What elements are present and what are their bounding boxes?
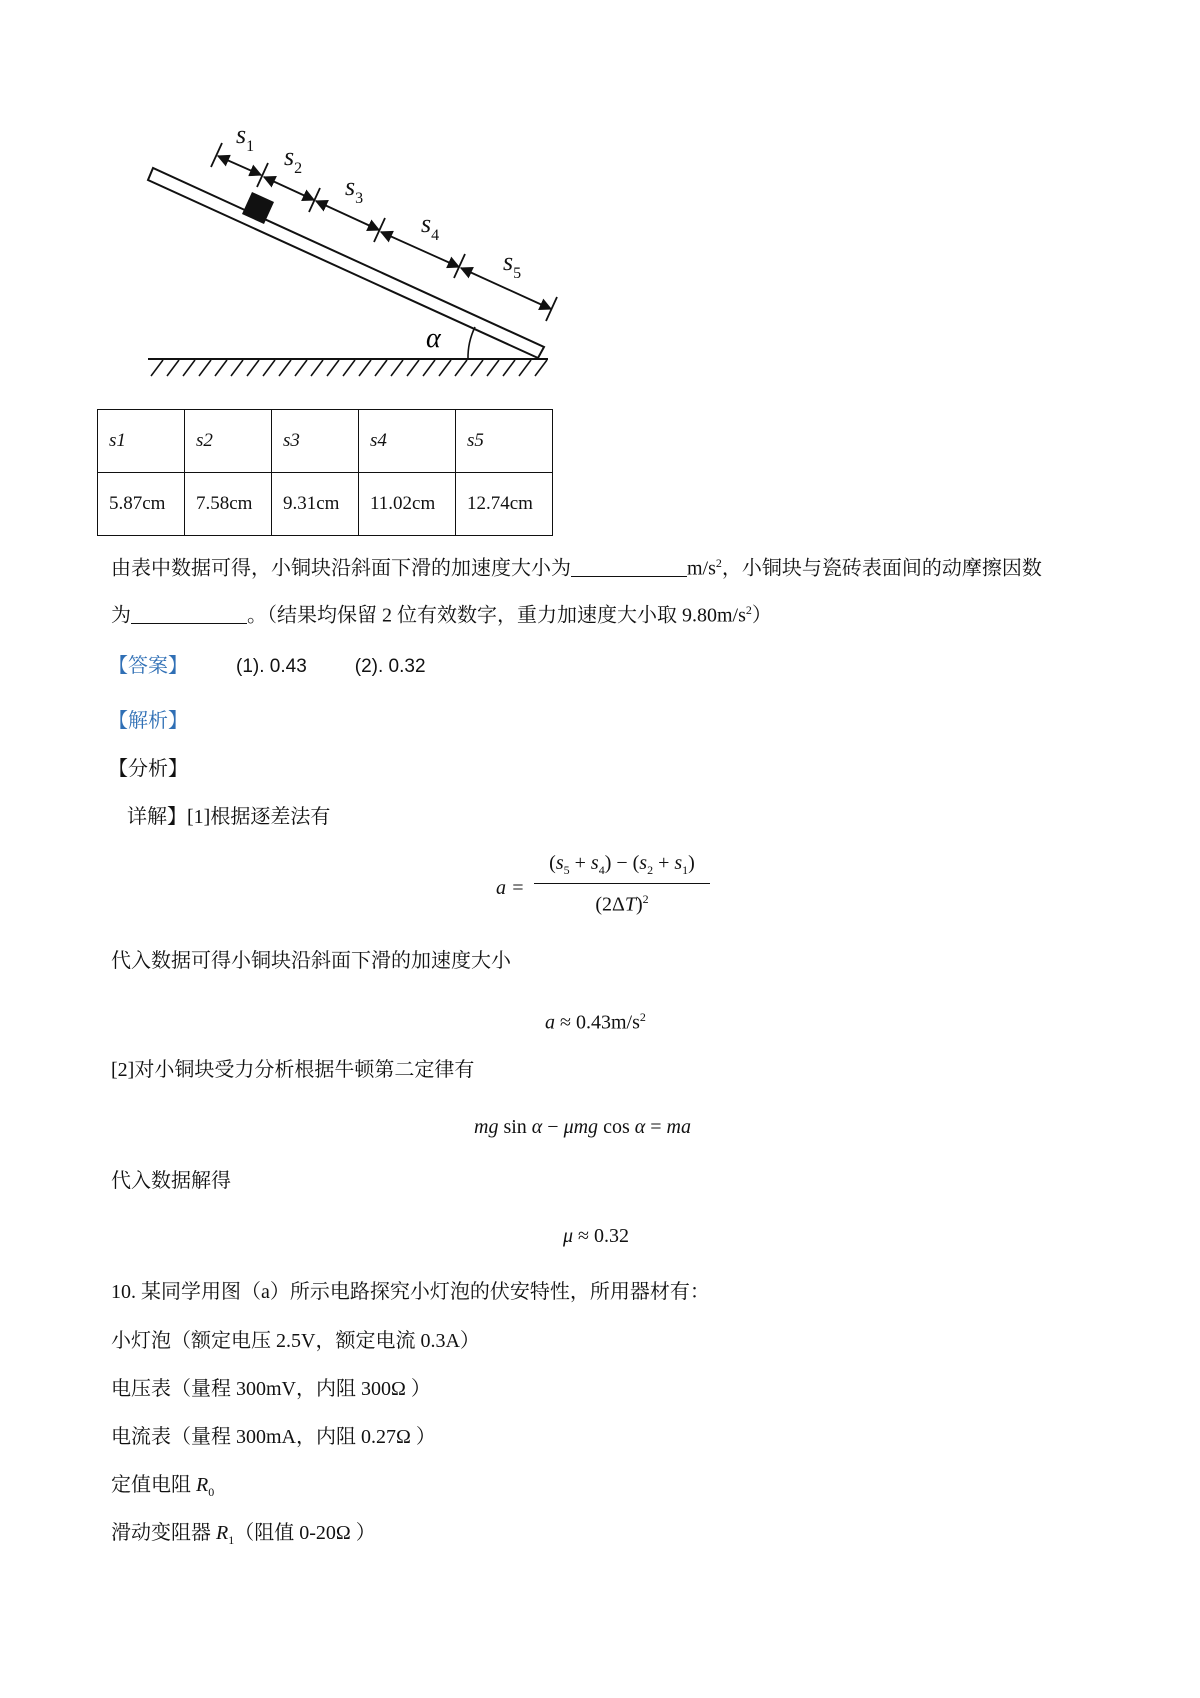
answer-item-2: (2). 0.32 [354,656,426,677]
table-cell: 9.31cm [272,473,359,536]
analysis-text-3: [2]对小铜块受力分析根据牛顿第二定律有 [111,1059,475,1081]
table-cell: 11.02cm [359,473,456,536]
table-cell: 7.58cm [185,473,272,536]
formula-1 [496,852,736,932]
question-line-1: 由表中数据可得，小铜块沿斜面下滑的加速度大小为 $m/s^2$，小铜块与瓷砖表面间的动摩擦因数 [111,556,1042,580]
angle-label: α [426,323,441,354]
table-row [98,473,553,536]
analysis-text-4: 代入数据解得 [111,1170,231,1192]
segment-label-s1: $s_1$ [236,120,255,155]
analysis-detail-1: 详解】[1]根据逐差法有 [127,806,331,828]
equipment-item-2: 电压表（量程 300mV，内阻 300Ω ） [111,1378,431,1400]
answer-label: 【答案】 [108,655,188,677]
equipment-item-1: 小灯泡（额定电压 2.5V，额定电流 0.3A） [111,1330,480,1352]
distance-table [97,409,553,536]
formula-1-fraction-bar [534,883,710,884]
formula-1-lhs: a = [496,877,525,899]
table-header-cell: s4 [359,410,456,473]
table-header-cell: s3 [272,410,359,473]
angle-arc [468,327,475,359]
table-header-cell: s5 [456,410,553,473]
table-header-row [98,410,553,473]
formula-4: μ ≈ 0.32 [563,1225,630,1247]
incline-diagram [0,0,1200,400]
answer-item-1: (1). 0.43 [236,656,307,677]
segment-label-s5: $s_5$ [503,247,522,282]
table-header-cell: s2 [185,410,272,473]
segment-label-s4: $s_4$ [421,209,440,244]
answer-line [108,653,426,680]
table-cell: 5.87cm [98,473,185,536]
segment-label-s3: $s_3$ [345,172,364,207]
equipment-item-3: 电流表（量程 300mA，内阻 0.27Ω ） [111,1426,436,1448]
segment-label-s2: $s_2$ [284,142,303,177]
equipment-item-5: 滑动变阻器 $R_1$（阻值 0-20Ω ） [111,1522,376,1547]
formula-1-numerator: $(s_5 + s_4) - (s_2 + s_1)$ [549,852,695,877]
formula-1-denominator: $(2\Delta T)^2$ [595,892,649,916]
analysis-label: 【解析】 [108,710,188,732]
ground-hatching [151,360,547,376]
equipment-item-4: 定值电阻 $R_0$ [111,1474,215,1499]
table-cell: 12.74cm [456,473,553,536]
analysis-sub-label: 【分析】 [108,758,188,780]
analysis-text-2: 代入数据可得小铜块沿斜面下滑的加速度大小 [111,950,511,972]
formula-3: mg sin α − μmg cos α = ma [474,1116,691,1138]
formula-2: $a \approx 0.43m/s^2$ [545,1010,646,1034]
table-header-cell: s1 [98,410,185,473]
question-line-2: 为 。（结果均保留 2 位有效数字，重力加速度大小取 $9.80m/s^2$） [111,603,772,627]
question-10: 10. 某同学用图（a）所示电路探究小灯泡的伏安特性，所用器材有： [111,1281,710,1303]
